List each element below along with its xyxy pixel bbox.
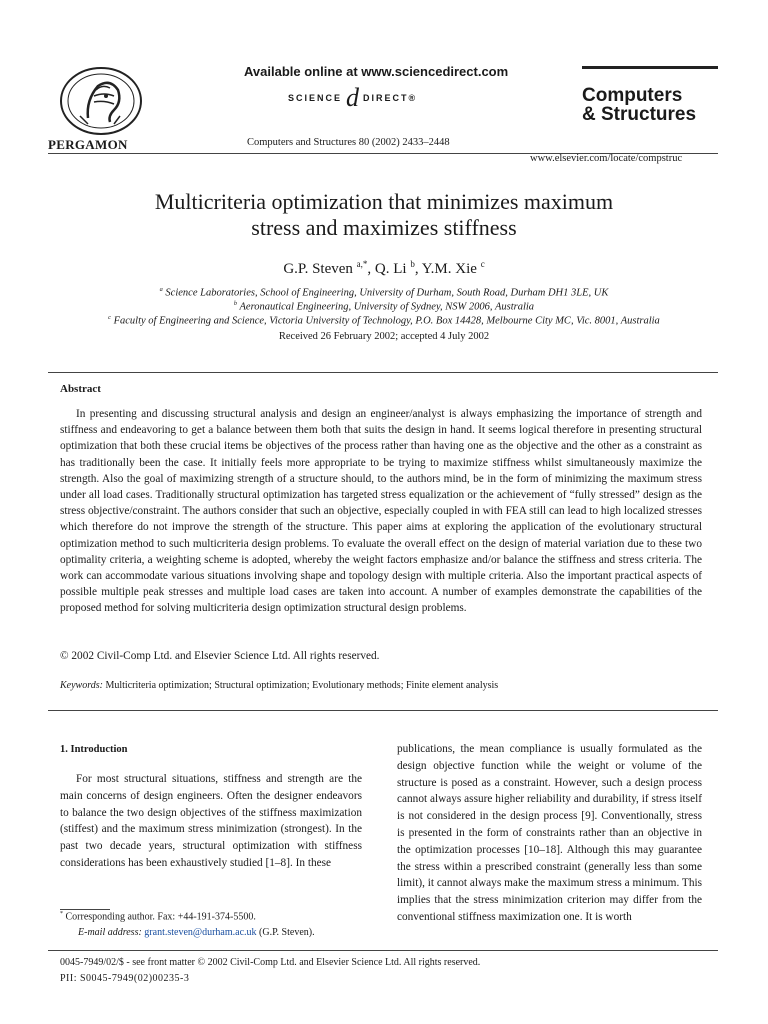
pii-line: PII: S0045-7949(02)00235-3 — [60, 973, 190, 984]
abstract-top-rule — [48, 372, 718, 373]
affiliation-c — [40, 314, 728, 327]
abstract-heading: Abstract — [60, 383, 101, 395]
abstract-copyright: © 2002 Civil-Comp Ltd. and Elsevier Science Ltd. All rights reserved. — [60, 650, 380, 662]
footnote-fax: Corresponding author. Fax: +44-191-374-5500. — [65, 911, 256, 923]
author-list: G.P. Steven $^{a,*}$, Q. Li $^b$, Y.M. Xie $^c$ — [283, 259, 485, 277]
publisher-logo-tree-icon — [58, 66, 144, 136]
affil-text: Science Laboratories, School of Engineering, University of Durham, South Road, Durham DH1 3LE, UK — [165, 287, 609, 299]
keywords-list: Multicriteria optimization; Structural optimization; Evolutionary methods; Finite element analysis — [105, 680, 499, 691]
affil-mark: b — [233, 300, 238, 307]
author-name: Q. Li — [374, 261, 407, 277]
footnote-mark: * — [60, 911, 63, 917]
received-dates: Received 26 February 2002; accepted 4 July 2002 — [278, 331, 490, 342]
sciencedirect-left: SCIENCE — [288, 93, 343, 103]
front-matter-line: 0045-7949/02/$ - see front matter © 2002 Civil-Comp Ltd. and Elsevier Science Ltd. All rights reserved. — [60, 957, 481, 968]
sciencedirect-logo — [288, 83, 418, 112]
sciencedirect-right: DIRECT® — [363, 93, 418, 103]
journal-brand-bar — [582, 66, 718, 69]
author-name: G.P. Steven — [283, 261, 353, 277]
affil-mark: c — [108, 314, 111, 321]
footnote-rule — [60, 909, 110, 910]
title-line-1: Multicriteria optimization that minimizes maximum — [154, 189, 614, 214]
journal-brand — [582, 86, 696, 124]
publisher-name: PERGAMON — [48, 137, 128, 152]
title-line-2: stress and maximizes stiffness — [251, 215, 517, 240]
journal-url: www.elsevier.com/locate/compstruc — [530, 153, 683, 164]
footnote-corresponding — [60, 911, 256, 922]
email-link[interactable]: grant.steven@durham.ac.uk — [144, 927, 257, 938]
column-2-text: publications, the mean compliance is usually formulated as the design objective function while the weight or volume of the structure is posed as a constraint. However, such a design process cannot always assure higher reliability and durability, if stress itself is not considered in the design process [9]. Conventionally, stress is presented in the form of constraints rather than an objective in the optimization processes [10–18]. Although this may guarantee the stress within a prescribed constraint (generally less than some limit), it cannot always make the maximum stress a minimum. This implies that the stress minimization criterion may differ from the conventional stiffness maximization one. It is worth — [397, 743, 702, 923]
sciencedirect-at-icon: d — [346, 83, 360, 112]
email-label: E-mail address: — [78, 927, 142, 938]
affil-text: Aeronautical Engineering, University of Sydney, NSW 2006, Australia — [239, 301, 535, 313]
abstract-text: In presenting and discussing structural analysis and design an engineer/analyst is always emphasizing the importance of strength and stiffness and endeavoring to get a balance between them both that suits the design in hand. It seems logical therefore in presenting structural optimization that both these crucial items be objectives of the process rather than having one as the objective and the other as a constraint as has traditionally been the case. It initially feels more appropriate to be trying to maximize stiffness whilst simultaneously maximize the strength. Also the goal of maximizing strength of a structure should, to the authors mind, be in the form of minimizing the maximum stress under all load cases. Traditionally structural optimization has targeted stress equalization or the achievement of “fully stressed” design as the stress objective/constraint. The authors consider that such an objective, especially coupled in with FEA still can lead to high localized stresses which therefore do not improve the strength of the structure. This paper aims at exploring the application of the evolutionary structural optimization method to such multicriteria design problems. To evaluate the overall effect on the design of material variation due to these two optimality criteria, a weighting scheme is adopted, whereby the weight factors emphasize and/or balance the stiffness and stress criteria. The work can accommodate various situations involving shape and topology design with multiple criteria. Also the important practical aspects of possible multiple peak stresses and multiple load cases are taken into account. A number of examples demonstrate the capabilities of the proposed method for solving multicriteria design optimization structural design problems. — [60, 408, 702, 615]
column-1-text: For most structural situations, stiffness and strength are the main concerns of design engineers. Often the designer endeavors to balance the two design objectives of the stiffness maximization (stiffest) and the maximum stress minimization (strongest). In the past two decade years, structural optimization with stiffness considerations has been exhaustively studied [1–8]. In these — [60, 773, 362, 869]
section-heading: 1. Introduction — [60, 744, 128, 755]
author-affil-mark: a,* — [356, 259, 368, 269]
email-suffix: (G.P. Steven). — [259, 927, 315, 938]
author-name: Y.M. Xie — [421, 261, 477, 277]
keywords-label: Keywords: — [60, 680, 103, 691]
author-affil-mark: c — [480, 259, 485, 269]
abstract-bottom-rule — [48, 710, 718, 711]
affil-text: Faculty of Engineering and Science, Victoria University of Technology, P.O. Box 14428, Melbourne City MC, Vic. 8001, Australia — [113, 315, 660, 327]
journal-citation: Computers and Structures 80 (2002) 2433–2448 — [247, 137, 450, 148]
affiliation-a — [40, 286, 728, 299]
article-title — [60, 189, 708, 241]
journal-brand-line1: Computers — [582, 85, 683, 106]
available-online-text: Available online at www.sciencedirect.com — [244, 64, 509, 79]
affil-mark: a — [159, 286, 163, 293]
affiliation-b — [40, 300, 728, 313]
author-affil-mark: b — [410, 259, 415, 269]
journal-brand-line2: & Structures — [582, 104, 697, 125]
footnote-email — [78, 927, 315, 938]
keywords — [60, 680, 498, 691]
footer-rule — [48, 950, 718, 951]
